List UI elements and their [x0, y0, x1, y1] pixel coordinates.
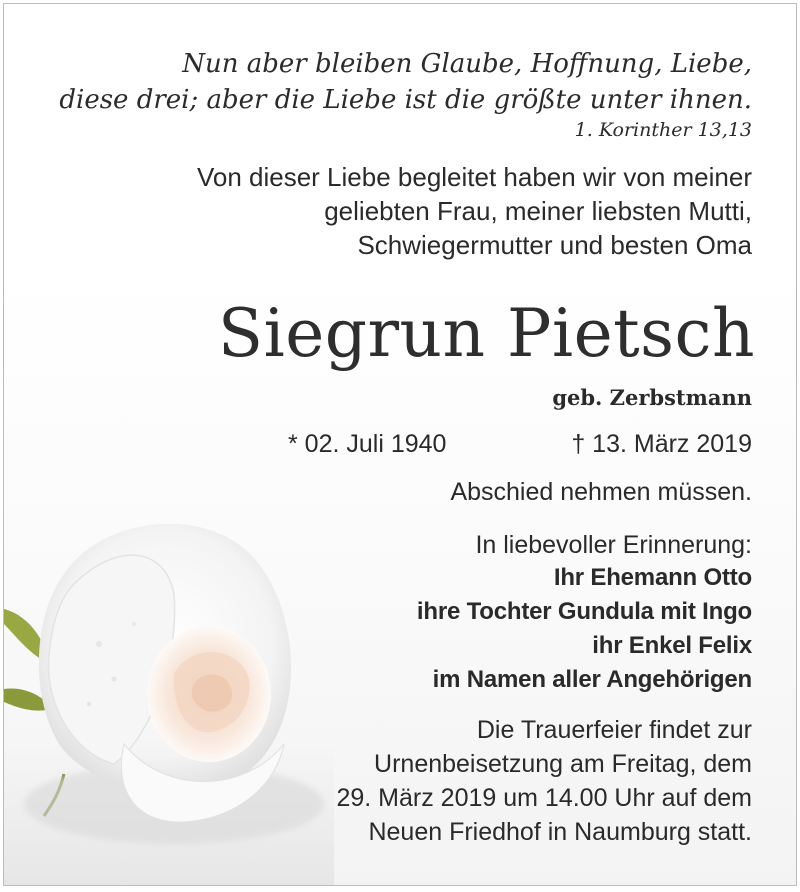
verse-line: diese drei; aber die Liebe ist die größte unter ihnen.: [59, 85, 752, 115]
verse-reference: 1. Korinther 13,13: [574, 119, 752, 141]
service-line: Urnenbeisetzung am Freitag, dem: [374, 750, 752, 778]
intro-line: geliebten Frau, meiner liebsten Mutti,: [324, 196, 752, 226]
intro-line: Von dieser Liebe begleitet haben wir von meiner: [196, 162, 752, 192]
mourners-list: [417, 561, 752, 697]
intro-line: Schwiegermutter und besten Oma: [357, 230, 752, 260]
mourner: im Namen aller Angehörigen: [432, 666, 752, 693]
birth-date: * 02. Juli 1940: [288, 430, 447, 458]
mourner: Ihr Ehemann Otto: [553, 564, 752, 591]
bible-verse: [59, 46, 752, 118]
mourner: ihr Enkel Felix: [592, 632, 752, 659]
service-info: [336, 713, 752, 849]
deceased-name: Siegrun Pietsch: [217, 295, 755, 372]
service-line: 29. März 2019 um 14.00 Uhr auf dem: [336, 784, 752, 812]
service-line: Die Trauerfeier findet zur: [476, 716, 752, 744]
rose-image: [4, 504, 334, 886]
memory-heading: In liebevoller Erinnerung:: [475, 531, 752, 559]
mourner: ihre Tochter Gundula mit Ingo: [416, 598, 752, 625]
death-date: † 13. März 2019: [571, 430, 752, 458]
maiden-name: geb. Zerbstmann: [552, 385, 752, 410]
obituary-card: [3, 3, 797, 886]
farewell-text: Abschied nehmen müssen.: [450, 478, 752, 506]
verse-line: Nun aber bleiben Glaube, Hoffnung, Liebe,: [182, 49, 752, 79]
service-line: Neuen Friedhof in Naumburg statt.: [368, 818, 752, 846]
intro-text: [197, 160, 752, 262]
